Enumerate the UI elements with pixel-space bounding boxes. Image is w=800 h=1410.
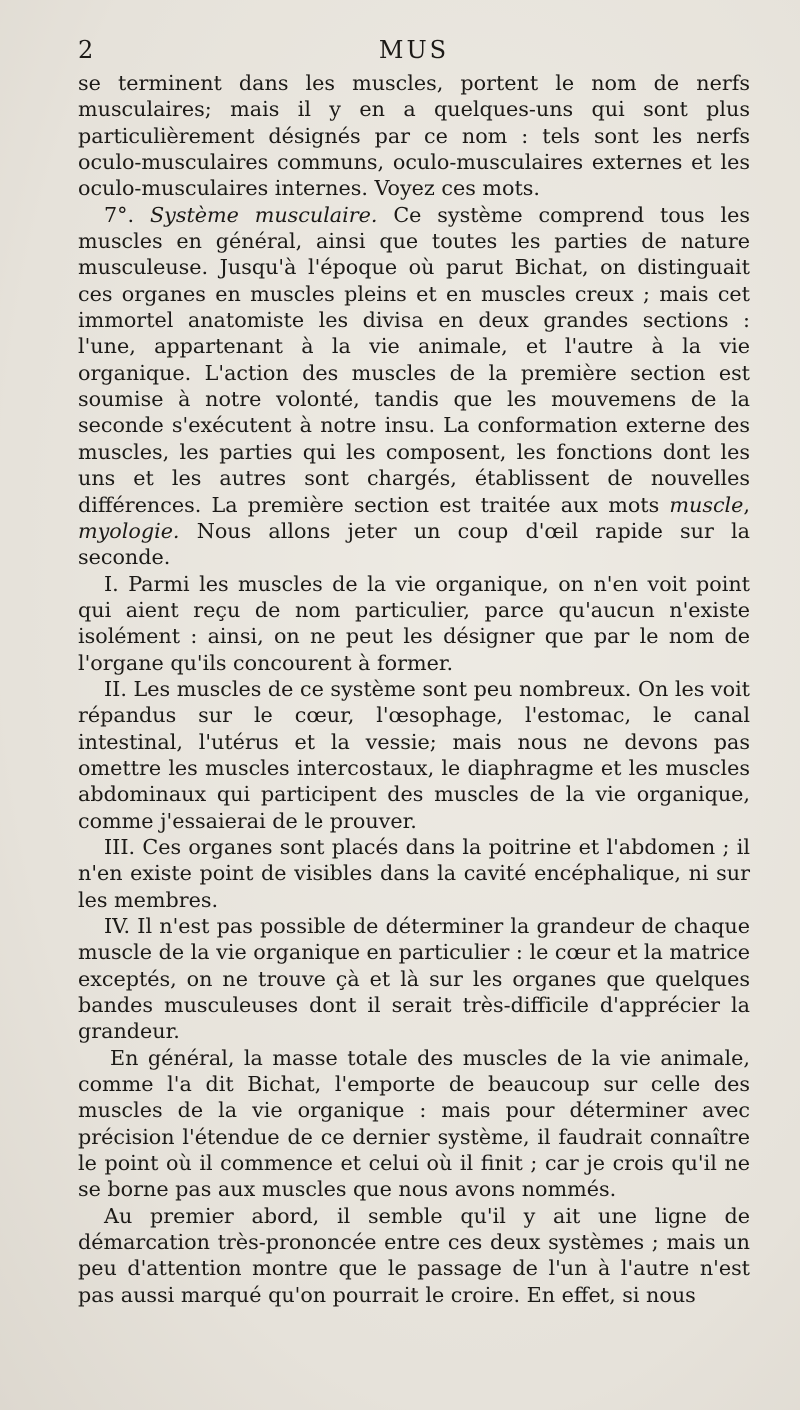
paragraph-au-premier-abord: Au premier abord, il semble qu'il y ait une ligne de démarcation très-prononcée entre ces deux systèmes ; mais un peu d'attention montre que le passage de l'un à l'autre n'est pas aussi marqué qu'on pourrait le croire. En effet, si nous [78, 1203, 750, 1307]
paragraph-I: I. Parmi les muscles de la vie organique, on n'en voit point qui aient reçu de nom particulier, parce qu'aucun n'existe isolément : ainsi, on ne peut les désigner que par le nom de l'organe qu'ils concourent à former. [78, 571, 750, 675]
cross-reference-myologie: myologie. [78, 518, 180, 543]
paragraph-III: III. Ces organes sont placés dans la poitrine et l'abdomen ; il n'en existe point de visibles dans la cavité encéphalique, ni sur les membres. [78, 834, 750, 912]
paragraph-continuation: se terminent dans les muscles, portent le nom de nerfs musculaires; mais il y en a quelques-uns qui sont plus particulièrement désignés par ce nom : tels sont les nerfs oculo-musculaires communs, oculo-musculaires externes et les oculo-musculaires internes. Voyez ces mots. [78, 71, 750, 201]
paragraph-en-general: En général, la masse totale des muscles de la vie animale, comme l'a dit Bichat, l'emporte de beaucoup sur celle des muscles de la vie organique : mais pour déterminer avec précision l'étendue de ce dernier système, il faudrait connaître le point où il commence et celui où il finit ; car je crois qu'il ne se borne pas aux muscles que nous avons nommés. [78, 1045, 750, 1202]
section-number: 7°. [104, 202, 135, 227]
cross-reference-muscle: muscle [669, 492, 744, 517]
page-header [78, 36, 750, 70]
section-title: Système musculaire. [149, 202, 378, 227]
paragraph-section-7: 7°. Système musculaire. Ce système comprend tous les muscles en général, ainsi que toutes les parties de nature musculeuse. Jusqu'à l'époque où parut Bichat, on distinguait ces organes en muscles pleins et en muscles creux ; mais cet immortel anatomiste les divisa en deux grandes sections : l'une, appartenant à la vie animale, et l'autre à la vie organique. L'action des muscles de la première section est soumise à notre volonté, tandis que les mouvemens de la seconde s'exécutent à notre insu. La conformation externe des muscles, les parties qui les composent, les fonctions dont les uns et les autres sont chargés, établissent de nouvelles différences. La première section est traitée aux mots muscle, myologie. Nous allons jeter un coup d'œil rapide sur la seconde. [78, 202, 751, 570]
running-title: MUS [378, 36, 450, 64]
page-number: 2 [78, 36, 94, 64]
paragraph-II: II. Les muscles de ce système sont peu nombreux. On les voit répandus sur le cœur, l'œsophage, l'estomac, le canal intestinal, l'utérus et la vessie; mais nous ne devons pas omettre les muscles intercostaux, le diaphragme et les muscles abdominaux qui participent des muscles de la vie organique, comme j'essaierai de le prouver. [78, 676, 750, 833]
page-body [78, 70, 750, 1308]
paragraph-IV: IV. Il n'est pas possible de déterminer la grandeur de chaque muscle de la vie organique en particulier : le cœur et la matrice exceptés, on ne trouve çà et là sur les organes que quelques bandes musculeuses dont il serait très-difficile d'apprécier la grandeur. [78, 914, 750, 1044]
